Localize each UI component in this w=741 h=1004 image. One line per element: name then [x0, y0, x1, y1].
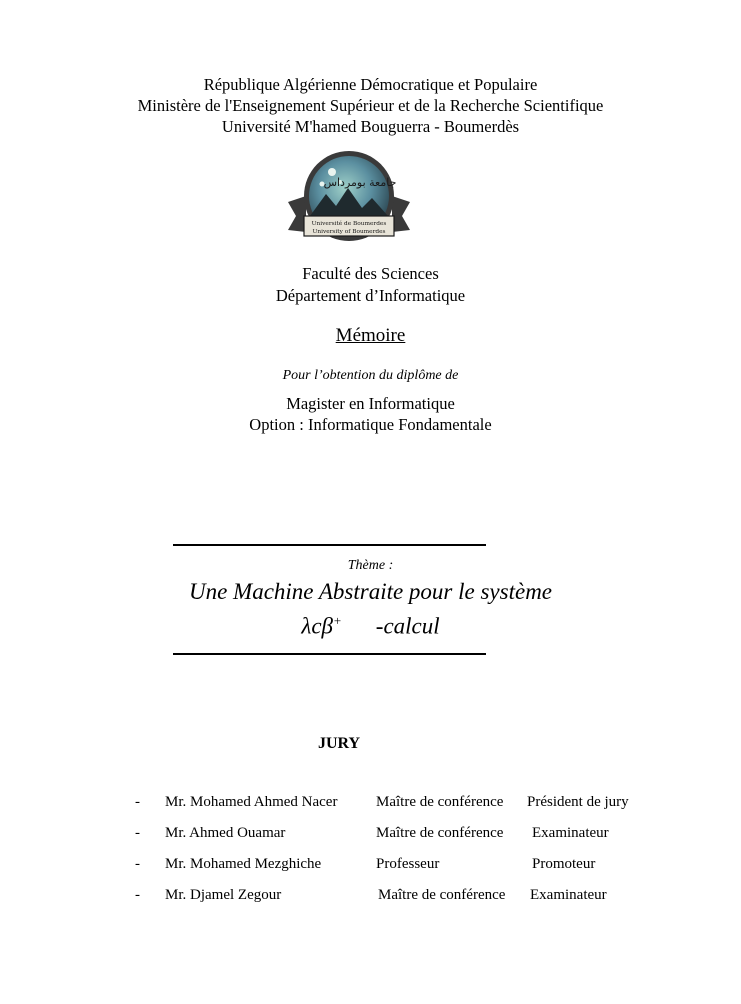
jury-member-row [0, 852, 741, 883]
member-grade: Maître de conférence [378, 887, 506, 903]
formula-c: c [311, 613, 322, 639]
member-name: Mr. Mohamed Ahmed Nacer [165, 794, 338, 810]
member-name: Mr. Djamel Zegour [165, 887, 282, 903]
list-bullet: - [135, 887, 140, 903]
member-role: Examinateur [530, 887, 607, 903]
degree-name: Magister en Informatique [286, 394, 455, 413]
logo-caption-fr: Université de Boumerdes [311, 221, 387, 227]
list-bullet: - [135, 825, 140, 841]
member-grade: Maître de conférence [376, 825, 504, 841]
member-grade: Professeur [376, 856, 440, 872]
member-role: Promoteur [532, 856, 596, 872]
document-type: Mémoire [335, 325, 406, 346]
jury-member-row [0, 883, 741, 914]
degree-option: Option : Informatique Fondamentale [249, 415, 492, 434]
jury-list [0, 790, 741, 914]
logo-caption-en: University of Boumerdes [312, 229, 386, 235]
theme-label: Thème : [347, 558, 394, 573]
faculty-name: Faculté des Sciences [302, 264, 439, 283]
member-role: Examinateur [532, 825, 609, 841]
jury-heading: JURY [318, 735, 361, 752]
thesis-title-line2 [0, 607, 741, 641]
list-bullet: - [135, 794, 140, 810]
logo-star [328, 168, 336, 176]
list-bullet: - [135, 856, 140, 872]
ministry-title: Ministère de l'Enseignement Supérieur et de la Recherche Scientifique [137, 96, 604, 115]
theme-bottom-rule [173, 653, 486, 655]
member-grade: Maître de conférence [376, 794, 504, 810]
country-title: République Algérienne Démocratique et Populaire [203, 75, 538, 94]
formula-sup: + [333, 613, 342, 628]
thesis-title-suffix: -calcul [375, 613, 440, 639]
university-logo [286, 150, 412, 244]
formula-lambda: λ [301, 613, 312, 639]
member-name: Mr. Ahmed Ouamar [165, 825, 286, 841]
logo-arabic-text: جامعة بومرداس [323, 176, 397, 189]
theme-top-rule [173, 544, 486, 546]
logo-left-ribbon [288, 196, 306, 232]
member-name: Mr. Mohamed Mezghiche [165, 856, 322, 872]
logo-right-ribbon [392, 196, 410, 232]
department-name: Département d’Informatique [275, 286, 466, 305]
jury-member-row [0, 790, 741, 821]
document-purpose: Pour l’obtention du diplôme de [282, 368, 459, 383]
member-role: Président de jury [527, 794, 629, 810]
jury-member-row [0, 821, 741, 852]
thesis-title-line1: Une Machine Abstraite pour le système [188, 579, 553, 604]
university-title: Université M'hamed Bouguerra - Boumerdès [221, 117, 520, 136]
formula-beta: β [321, 613, 333, 639]
